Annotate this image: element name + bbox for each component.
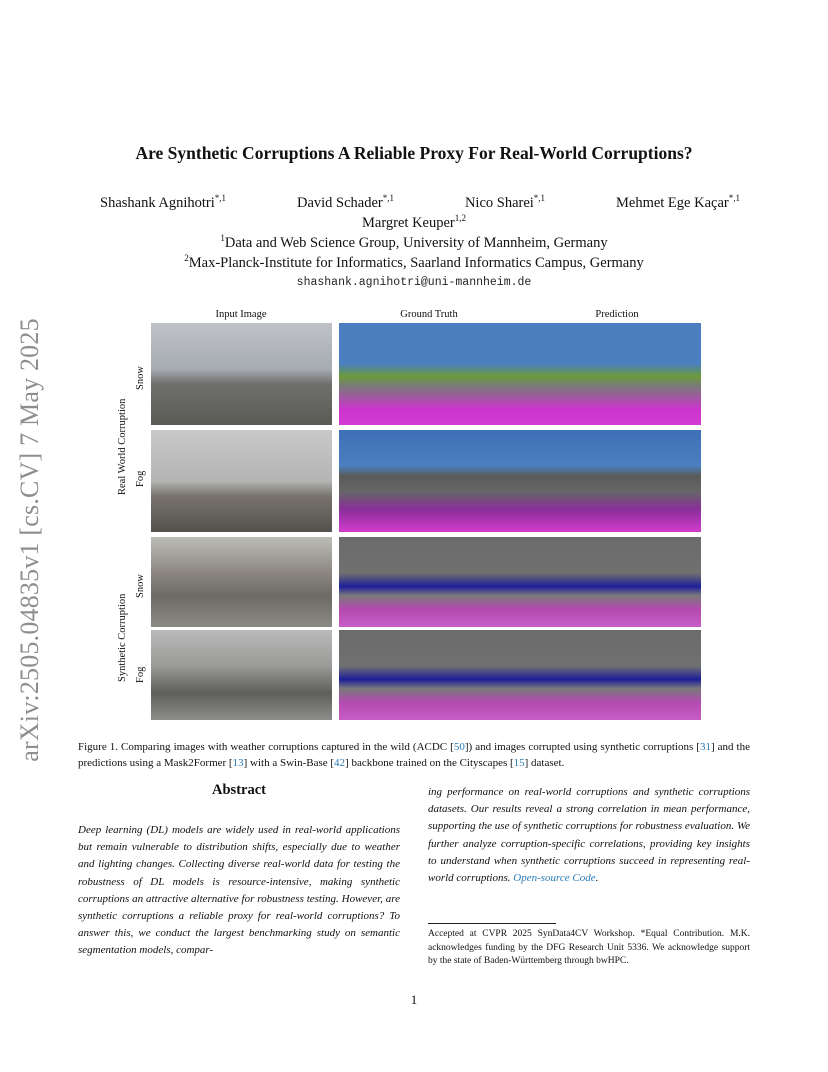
abstract-heading: Abstract: [212, 782, 266, 798]
arxiv-stamp: arXiv:2505.04835v1 [cs.CV] 7 May 2025: [15, 318, 44, 762]
figure-image-syn-snow-gt: [339, 537, 520, 627]
column-header-input: Input Image: [215, 309, 267, 320]
figure-image-real-fog-gt: [339, 430, 520, 532]
figure-image-real-fog-pred: [520, 430, 701, 532]
affiliation-2: $^2$Max-Planck-Institute for Informatics, Saarland Informatics Campus, Germany: [184, 253, 644, 271]
citation-link[interactable]: 42: [334, 756, 346, 769]
citation-link[interactable]: 15: [513, 756, 525, 769]
figure-image-real-snow-pred: [520, 323, 701, 425]
figure-image-syn-fog-gt: [339, 630, 520, 720]
author-5: Margret Keuper$^{1,2}$: [362, 213, 466, 231]
footnote: Accepted at CVPR 2025 SynData4CV Workshop. *Equal Contribution. M.K. acknowledges funding by the DFG Research Unit 5336. We acknowledge support by the state of Baden-Württemberg through bwHPC.: [428, 929, 750, 966]
affiliation-1: $^1$Data and Web Science Group, University of Mannheim, Germany: [220, 233, 608, 251]
column-header-ground-truth: Ground Truth: [400, 309, 458, 320]
figure-image-syn-snow-input: [151, 537, 332, 627]
citation-link[interactable]: 31: [699, 741, 711, 753]
figure-image-syn-fog-pred: [520, 630, 701, 720]
figure-image-real-snow-gt: [339, 323, 520, 425]
row-label-fog-real: Fog: [135, 470, 146, 487]
author-2: David Schader$^{*,1}$: [296, 193, 394, 211]
abstract-text-left: Deep learning (DL) models are widely used in real-world applications but remain vulnerable to distribution shifts, especially due to weather and lighting changes. Collecting diverse real-world data for testing the robustness of DL models is resource-intensive, making synthetic corruptions an attractive alternative for robustness testing. However, are synthetic corruptions a reliable proxy for real-world corruptions? To answer this, we conduct the largest benchmarking study on semantic segmentation models, compar-: [78, 824, 400, 957]
page-number: 1: [410, 992, 418, 1007]
figure-caption: Figure 1. Comparing images with weather corruptions captured in the wild (ACDC [50]) and images corrupted using synthetic corruptions [31] and the predictions using a Mask2Former [13] with a Swin-Base [42] backbone trained on the Cityscapes [15] dataset.: [78, 741, 750, 769]
author-4: Mehmet Ege Kaçar$^{*,1}$: [615, 193, 740, 211]
row-label-snow-real: Snow: [135, 366, 146, 390]
footnote-rule: [428, 923, 556, 924]
figure-image-syn-fog-input: [151, 630, 332, 720]
paper-title: Are Synthetic Corruptions A Reliable Proxy For Real-World Corruptions?: [135, 143, 693, 163]
open-source-code-link[interactable]: Open-source Code: [513, 872, 596, 885]
figure-image-real-fog-input: [151, 430, 332, 532]
group-label-synthetic: Synthetic Corruption: [117, 593, 128, 682]
author-1: Shashank Agnihotri$^{*,1}$: [100, 193, 227, 211]
author-list: [100, 193, 740, 212]
figure-image-real-snow-input: [151, 323, 332, 425]
abstract-text-right: ing performance on real-world corruptions and synthetic corruptions datasets. Our results reveal a strong correlation in mean performance, supporting the use of synthetic corruptions for robustness evaluation. We further analyze corruption-specific correlations, providing key insights to understand when synthetic corruptions succeed in representing real-world corruptions. Open-source Code.: [428, 786, 750, 885]
row-label-snow-synthetic: Snow: [135, 574, 146, 598]
group-label-real: Real World Corruption: [117, 398, 128, 495]
author-3: Nico Sharei$^{*,1}$: [464, 193, 546, 211]
column-header-prediction: Prediction: [595, 309, 639, 320]
citation-link[interactable]: 13: [232, 756, 244, 769]
citation-link[interactable]: 50: [453, 741, 465, 753]
figure-image-syn-snow-pred: [520, 537, 701, 627]
email: shashank.agnihotri@uni-mannheim.de: [296, 276, 532, 289]
row-label-fog-synthetic: Fog: [135, 666, 146, 683]
